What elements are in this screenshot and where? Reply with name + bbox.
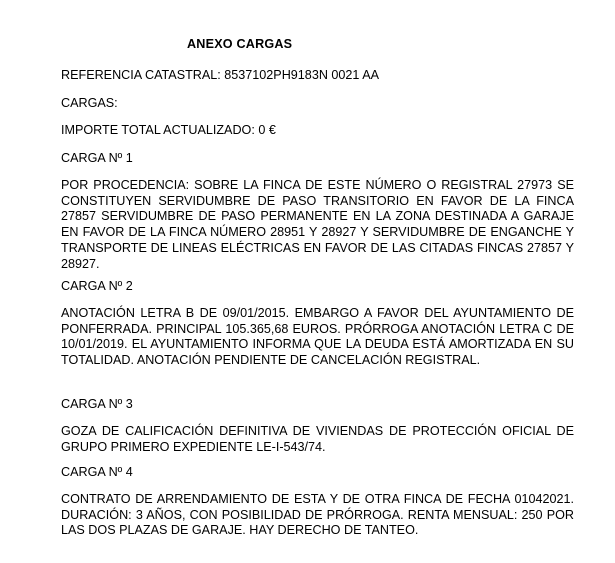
carga-4-heading: CARGA Nº 4: [61, 465, 133, 479]
carga-2-heading: CARGA Nº 2: [61, 279, 133, 293]
importe-total: IMPORTE TOTAL ACTUALIZADO: 0 €: [61, 123, 276, 137]
cargas-label: CARGAS:: [61, 96, 118, 110]
referencia-catastral: REFERENCIA CATASTRAL: 8537102PH9183N 0021 AA: [61, 68, 380, 82]
carga-4-text: CONTRATO DE ARRENDAMIENTO DE ESTA Y DE OTRA FINCA DE FECHA 01042021. DURACIÓN: 3 AÑOS, CON POSIBILIDAD DE PRÓRROGA. RENTA MENSUAL: 250 POR LAS DOS PLAZAS DE GARAJE. HAY DERECHO DE TANTEO.: [61, 492, 574, 538]
carga-1-text: POR PROCEDENCIA: SOBRE LA FINCA DE ESTE NÚMERO O REGISTRAL 27973 SE CONSTITUYEN SERVIDUMBRE DE PASO TRANSITORIO EN FAVOR DE LA FINCA 27857 SERVIDUMBRE DE PASO PERMANENTE EN LA ZONA DESTINADA A GARAJE EN FAVOR DE LA FINCA NÚMERO 28951 Y 28927 Y SERVIDUMBRE DE ENGANCHE Y TRANSPORTE DE LINEAS ELÉCTRICAS EN FAVOR DE LAS CITADAS FINCAS 27857 Y 28927.: [61, 178, 574, 271]
document-title: ANEXO CARGAS: [187, 37, 293, 51]
carga-3-heading: CARGA Nº 3: [61, 397, 133, 411]
carga-2-text: ANOTACIÓN LETRA B DE 09/01/2015. EMBARGO A FAVOR DEL AYUNTAMIENTO DE PONFERRADA. PRINCIPAL 105.365,68 EUROS. PRÓRROGA ANOTACIÓN LETRA C DE 10/01/2019. EL AYUNTAMIENTO INFORMA QUE LA DEUDA ESTÁ AMORTIZADA EN SU TOTALIDAD. ANOTACIÓN PENDIENTE DE CANCELACIÓN REGISTRAL.: [61, 306, 574, 368]
carga-1-heading: CARGA Nº 1: [61, 151, 133, 165]
carga-3-text: GOZA DE CALIFICACIÓN DEFINITIVA DE VIVIENDAS DE PROTECCIÓN OFICIAL DE GRUPO PRIMERO EXPEDIENTE LE-I-543/74.: [61, 424, 574, 454]
